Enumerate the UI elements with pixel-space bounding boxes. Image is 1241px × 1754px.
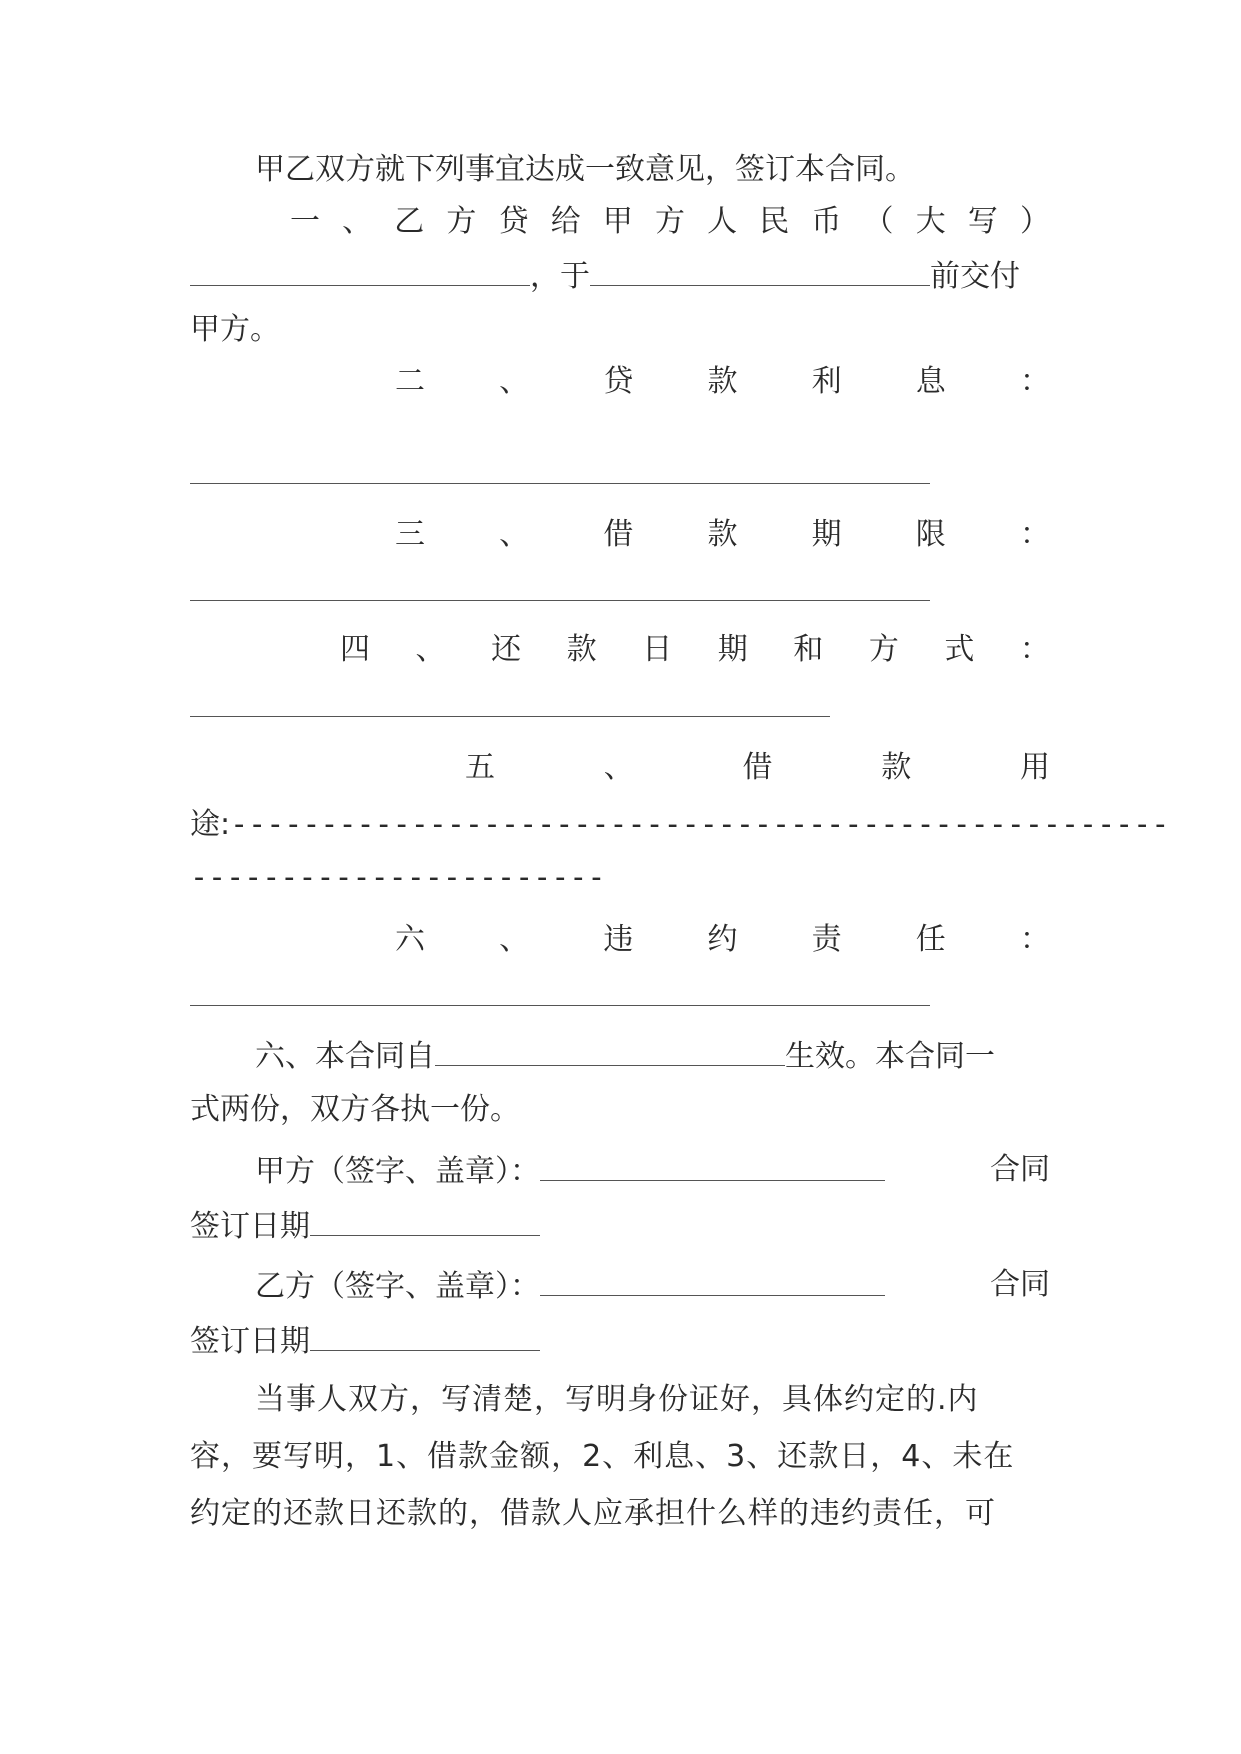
clause-1-char: 一 xyxy=(290,204,320,239)
party-b-signature-blank[interactable] xyxy=(540,1265,885,1296)
clause-1-char: 写 xyxy=(967,204,998,239)
clause-6-char: 责 xyxy=(811,922,842,957)
clause-6-char: 任 xyxy=(915,922,946,957)
clause-1-char: 给 xyxy=(550,204,581,239)
clause-6-char: ： xyxy=(1019,922,1050,957)
effect-date-blank[interactable] xyxy=(435,1035,785,1066)
clause-1-end: 甲方。 xyxy=(190,312,280,347)
effect-post: 生效。本合同一 xyxy=(785,1039,995,1074)
clause-3-heading xyxy=(395,515,1050,555)
clause-4-char: 还 xyxy=(491,632,522,667)
clause-3-char: ： xyxy=(1019,517,1050,552)
clause-5-line xyxy=(190,805,1170,845)
clause-4-char: 日 xyxy=(642,632,673,667)
clause-3-char: 期 xyxy=(811,517,842,552)
clause-4-char: 期 xyxy=(717,632,748,667)
clause-1-char: ） xyxy=(1019,204,1050,239)
clause-1-mid2: 前交付 xyxy=(930,259,1020,294)
clause-1-char: 、 xyxy=(342,204,373,239)
clause-4-blank[interactable] xyxy=(190,716,830,717)
clause-1-char: （ xyxy=(863,204,894,239)
note-line-3: 约定的还款日还款的，借款人应承担什么样的违约责任，可 xyxy=(190,1496,996,1531)
clause-1-char: 乙 xyxy=(394,204,425,239)
clause-1-char: 甲 xyxy=(602,204,633,239)
party-a-date-label: 签订日期 xyxy=(190,1209,310,1244)
clause-1-char: 大 xyxy=(915,204,946,239)
clause-4-char: 方 xyxy=(868,632,899,667)
clause-2-char: 、 xyxy=(499,364,530,399)
clause-1-char: 方 xyxy=(446,204,477,239)
clause-6-heading xyxy=(395,920,1050,960)
party-a-label: 甲方（签字、盖章）： xyxy=(255,1154,540,1189)
clause-3-char: 限 xyxy=(915,517,946,552)
clause-2-blank[interactable] xyxy=(190,483,930,484)
clause-1-char: 贷 xyxy=(498,204,529,239)
clause-5-char: 用 xyxy=(1020,750,1050,785)
party-a-date-blank[interactable] xyxy=(310,1205,540,1236)
clause-3-char: 借 xyxy=(603,517,634,552)
clause-5-char: 款 xyxy=(881,750,912,785)
clause-1-char: 人 xyxy=(707,204,738,239)
clause-4-char: 和 xyxy=(793,632,824,667)
clause-3-char: 、 xyxy=(499,517,530,552)
clause-1-mid: ，于 xyxy=(530,259,590,294)
note-line-1: 当事人双方，写清楚，写明身份证好，具体约定的.内 xyxy=(255,1382,979,1417)
clause-1-char: 方 xyxy=(654,204,685,239)
party-b-contract: 合同 xyxy=(990,1267,1050,1302)
party-a-date-line xyxy=(190,1205,1050,1245)
clause-4-char: 款 xyxy=(566,632,597,667)
clause-6-char: 违 xyxy=(603,922,634,957)
party-b-label: 乙方（签字、盖章）： xyxy=(255,1269,540,1304)
clause-4-char: 、 xyxy=(415,632,446,667)
clause-2-heading xyxy=(395,362,1050,402)
clause-5-dashes[interactable]: ---------------------------------------------------- xyxy=(230,807,1170,842)
clause-5-heading xyxy=(465,748,1050,788)
clause-6-char: 六 xyxy=(395,922,425,957)
clause-3-blank[interactable] xyxy=(190,600,930,601)
clause-4-char: 式 xyxy=(944,632,975,667)
clause-5-tail: 途: xyxy=(190,807,231,842)
party-a-line xyxy=(255,1150,1050,1190)
clause-5-char: 借 xyxy=(742,750,773,785)
clause-1-char: 民 xyxy=(759,204,790,239)
clause-6-char: 、 xyxy=(499,922,530,957)
clause-2-char: ： xyxy=(1019,364,1050,399)
party-a-signature-blank[interactable] xyxy=(540,1150,885,1181)
clause-6-blank[interactable] xyxy=(190,1005,930,1006)
clause-5-dashes-2[interactable]: ----------------------- xyxy=(190,860,606,895)
effect-line-2: 式两份，双方各执一份。 xyxy=(190,1092,520,1127)
clause-4-char: 四 xyxy=(340,632,370,667)
clause-2-char: 款 xyxy=(707,364,738,399)
effect-pre: 六、本合同自 xyxy=(255,1039,435,1074)
clause-3-char: 三 xyxy=(395,517,425,552)
intro-paragraph: 甲乙双方就下列事宜达成一致意见，签订本合同。 xyxy=(255,152,915,187)
clause-5-char: 五 xyxy=(465,750,495,785)
party-b-date-label: 签订日期 xyxy=(190,1324,310,1359)
effect-line xyxy=(255,1035,1050,1075)
clause-4-heading xyxy=(340,630,1050,670)
clause-2-char: 贷 xyxy=(603,364,634,399)
clause-2-char: 利 xyxy=(811,364,842,399)
party-b-date-line xyxy=(190,1320,1050,1360)
clause-2-char: 息 xyxy=(915,364,946,399)
clause-1-line xyxy=(190,255,1050,295)
party-b-date-blank[interactable] xyxy=(310,1320,540,1351)
amount-blank[interactable] xyxy=(190,255,530,286)
clause-3-char: 款 xyxy=(707,517,738,552)
delivery-date-blank[interactable] xyxy=(590,255,930,286)
clause-5-char: 、 xyxy=(603,750,634,785)
party-a-contract: 合同 xyxy=(990,1152,1050,1187)
note-line-2: 容，要写明，1、借款金额，2、利息、3、还款日，4、未在 xyxy=(190,1439,1015,1474)
clause-4-char: ： xyxy=(1019,632,1050,667)
party-b-line xyxy=(255,1265,1050,1305)
clause-1-char: 币 xyxy=(811,204,842,239)
clause-2-char: 二 xyxy=(395,364,425,399)
clause-1-heading xyxy=(290,202,1050,242)
clause-6-char: 约 xyxy=(707,922,738,957)
